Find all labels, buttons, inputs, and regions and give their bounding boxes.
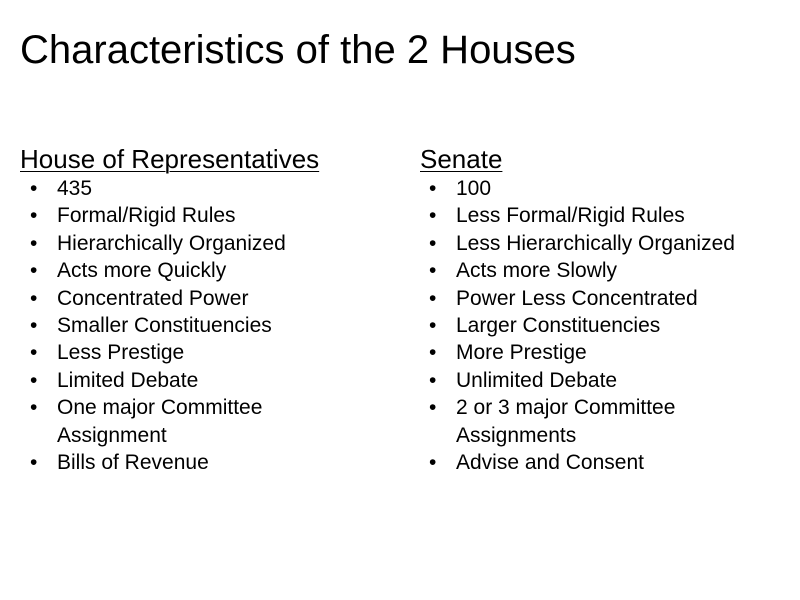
senate-item-debate: • Unlimited Debate <box>429 367 799 394</box>
senate-item-power: • Power Less Concentrated <box>429 285 799 312</box>
senate-item-speed: • Acts more Slowly <box>429 257 799 284</box>
house-item-revenue: • Bills of Revenue <box>30 449 380 476</box>
house-list <box>30 175 380 476</box>
house-item-rules: • Formal/Rigid Rules <box>30 202 380 229</box>
senate-item-organization: • Less Hierarchically Organized <box>429 230 799 257</box>
house-item-organization: • Hierarchically Organized <box>30 230 380 257</box>
senate-item-committee: • 2 or 3 major Committee Assignments <box>429 394 721 449</box>
house-item-debate: • Limited Debate <box>30 367 380 394</box>
house-item-speed: • Acts more Quickly <box>30 257 380 284</box>
house-item-power: • Concentrated Power <box>30 285 380 312</box>
house-item-committee: • One major Committee Assignment <box>30 394 327 449</box>
senate-item-constituencies: • Larger Constituencies <box>429 312 799 339</box>
slide-title: Characteristics of the 2 Houses <box>20 28 576 72</box>
senate-list <box>429 175 799 476</box>
house-item-constituencies: • Smaller Constituencies <box>30 312 380 339</box>
senate-item-size: • 100 <box>429 175 799 202</box>
house-item-size: • 435 <box>30 175 380 202</box>
senate-heading: Senate <box>420 144 503 174</box>
senate-item-advise-consent: • Advise and Consent <box>429 449 799 476</box>
senate-item-rules: • Less Formal/Rigid Rules <box>429 202 799 229</box>
house-heading: House of Representatives <box>20 144 320 174</box>
senate-item-prestige: • More Prestige <box>429 339 799 366</box>
house-item-prestige: • Less Prestige <box>30 339 380 366</box>
